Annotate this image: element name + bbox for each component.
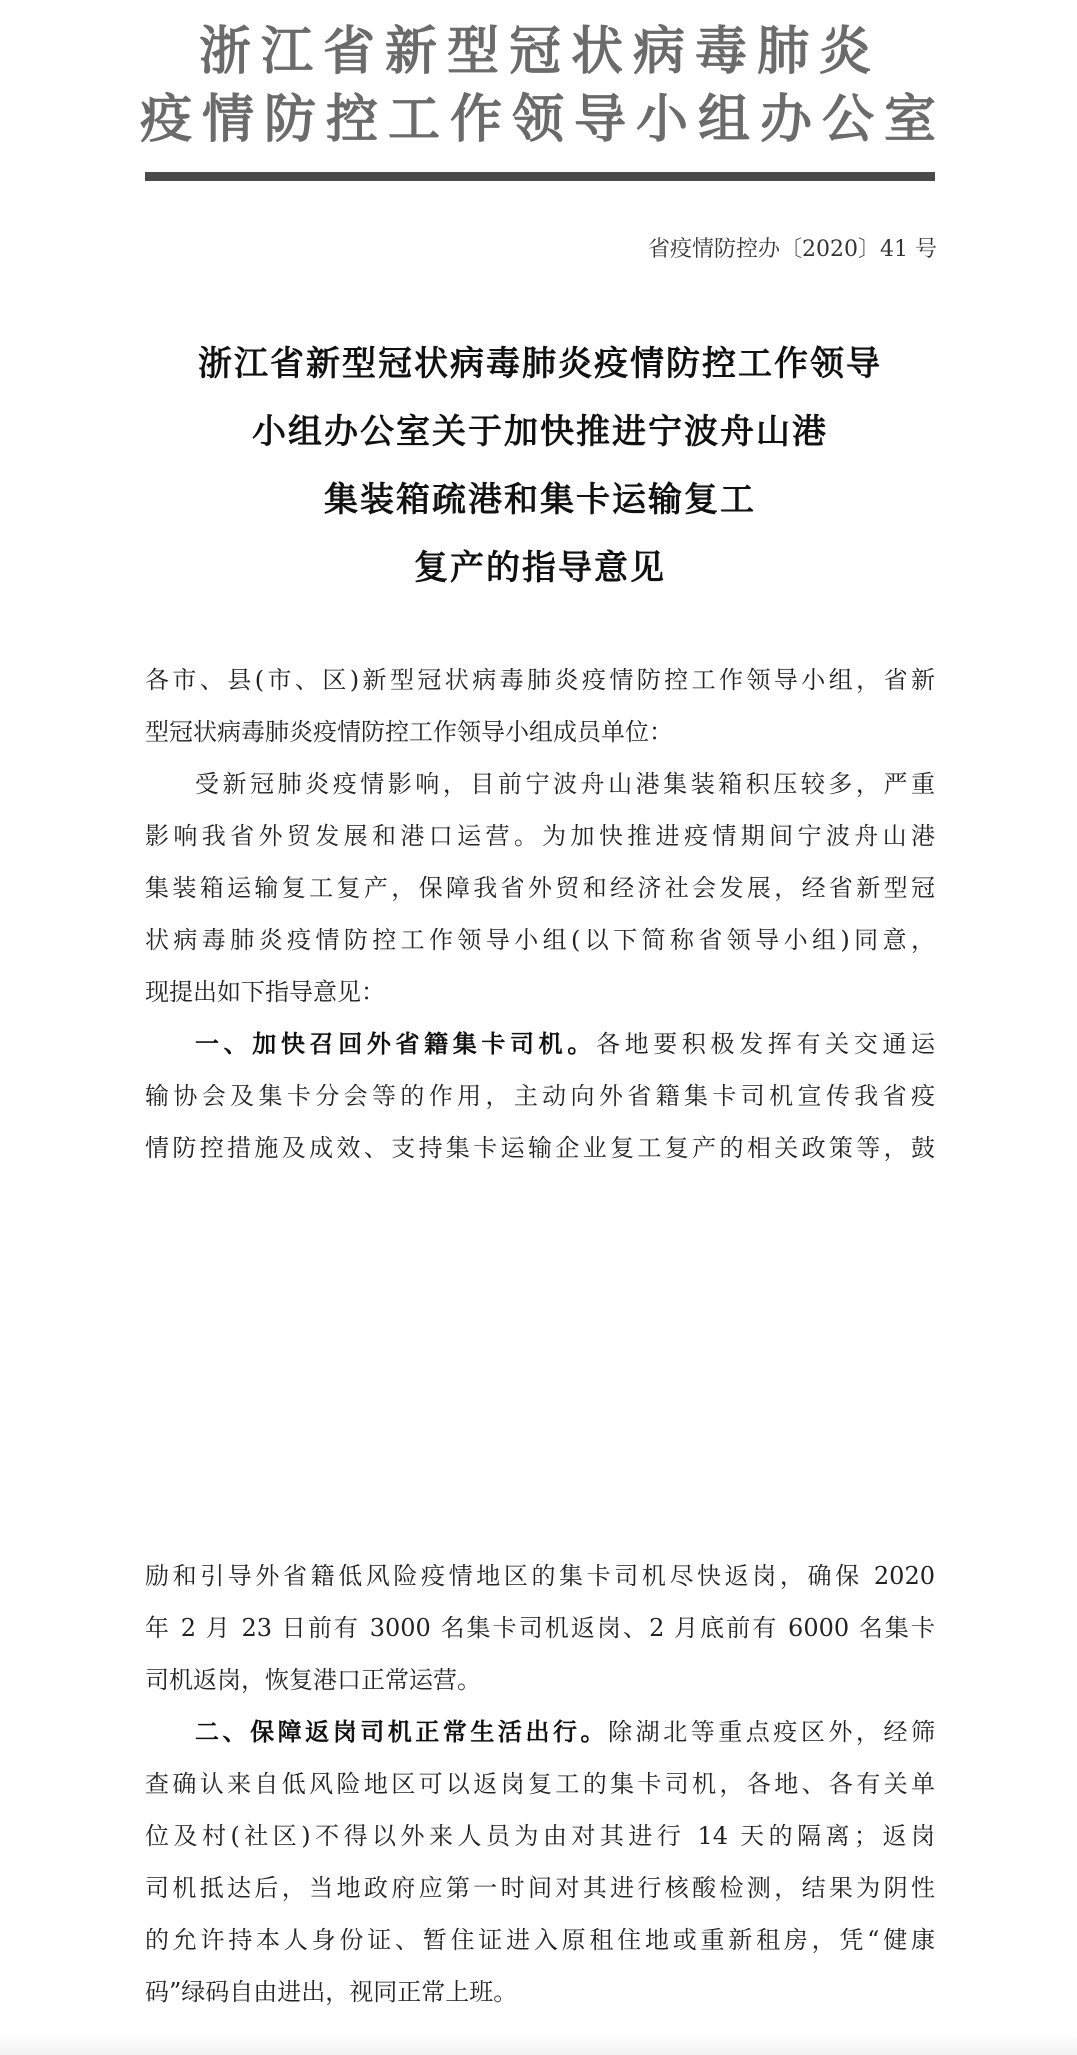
document-title: [140, 330, 940, 602]
body-line: 查确认来自低风险地区可以返岗复工的集卡司机，各地、各有关单: [145, 1770, 935, 1798]
body-line: 码”绿码自由进出，视同正常上班。: [145, 1978, 518, 2006]
body-line: 输协会及集卡分会等的作用，主动向外省籍集卡司机宣传我省疫: [145, 1082, 935, 1110]
body-line: 情防控措施及成效、支持集卡运输企业复工复产的相关政策等，鼓: [145, 1134, 935, 1162]
section-heading-2: 二、保障返岗司机正常生活出行。: [195, 1718, 609, 1746]
header-title-line-2: 疫情防控工作领导小组办公室: [140, 89, 947, 150]
section-heading-line: [145, 1018, 935, 1070]
body-text-continued: [145, 1550, 935, 2018]
title-line-2: 小组办公室关于加快推进宁波舟山港: [252, 412, 828, 452]
body-line: 现提出如下指导意见：: [145, 978, 385, 1006]
body-line: 的允许持本人身份证、暂住证进入原租住地或重新租房，凭“健康: [145, 1926, 935, 1954]
body-line-text: 各地要积极发挥有关交通运: [595, 1030, 936, 1058]
title-line-4: 复产的指导意见: [414, 548, 666, 588]
section-heading-line: [145, 1706, 935, 1758]
title-line-3: 集装箱疏港和集卡运输复工: [324, 480, 756, 520]
header-title-line-1: 浙江省新型冠状病毒肺炎: [198, 21, 881, 82]
body-line-text: 除湖北等重点疫区外，经筛: [608, 1718, 936, 1746]
body-text-upper: [145, 654, 935, 1174]
body-line: 司机返岗，恢复港口正常运营。: [145, 1666, 481, 1694]
body-line: 励和引导外省籍低风险疫情地区的集卡司机尽快返岗，确保 2020: [145, 1562, 935, 1590]
body-line: 司机抵达后，当地政府应第一时间对其进行核酸检测，结果为阴性: [145, 1874, 935, 1902]
header-divider: [145, 172, 935, 181]
body-line: 各市、县(市、区)新型冠状病毒肺炎疫情防控工作领导小组，省新: [145, 666, 935, 694]
body-line: 年 2 月 23 日前有 3000 名集卡司机返岗、2 月底前有 6000 名集卡: [145, 1614, 935, 1642]
document-number: 省疫情防控办〔2020〕41 号: [648, 237, 937, 262]
page-bottom-edge: [0, 2035, 1077, 2055]
body-line: 受新冠肺炎疫情影响，目前宁波舟山港集装箱积压较多，严重: [195, 770, 935, 798]
body-line: 集装箱运输复工复产，保障我省外贸和经济社会发展，经省新型冠: [145, 874, 935, 902]
body-line: 影响我省外贸发展和港口运营。为加快推进疫情期间宁波舟山港: [145, 822, 935, 850]
body-line: 型冠状病毒肺炎疫情防控工作领导小组成员单位：: [145, 718, 673, 746]
body-line: 位及村(社区)不得以外来人员为由对其进行 14 天的隔离；返岗: [145, 1822, 935, 1850]
title-line-1: 浙江省新型冠状病毒肺炎疫情防控工作领导: [198, 344, 882, 384]
issuing-office-header: [140, 18, 947, 154]
section-heading-1: 一、加快召回外省籍集卡司机。: [195, 1030, 596, 1058]
body-line: 状病毒肺炎疫情防控工作领导小组(以下简称省领导小组)同意，: [145, 926, 935, 954]
